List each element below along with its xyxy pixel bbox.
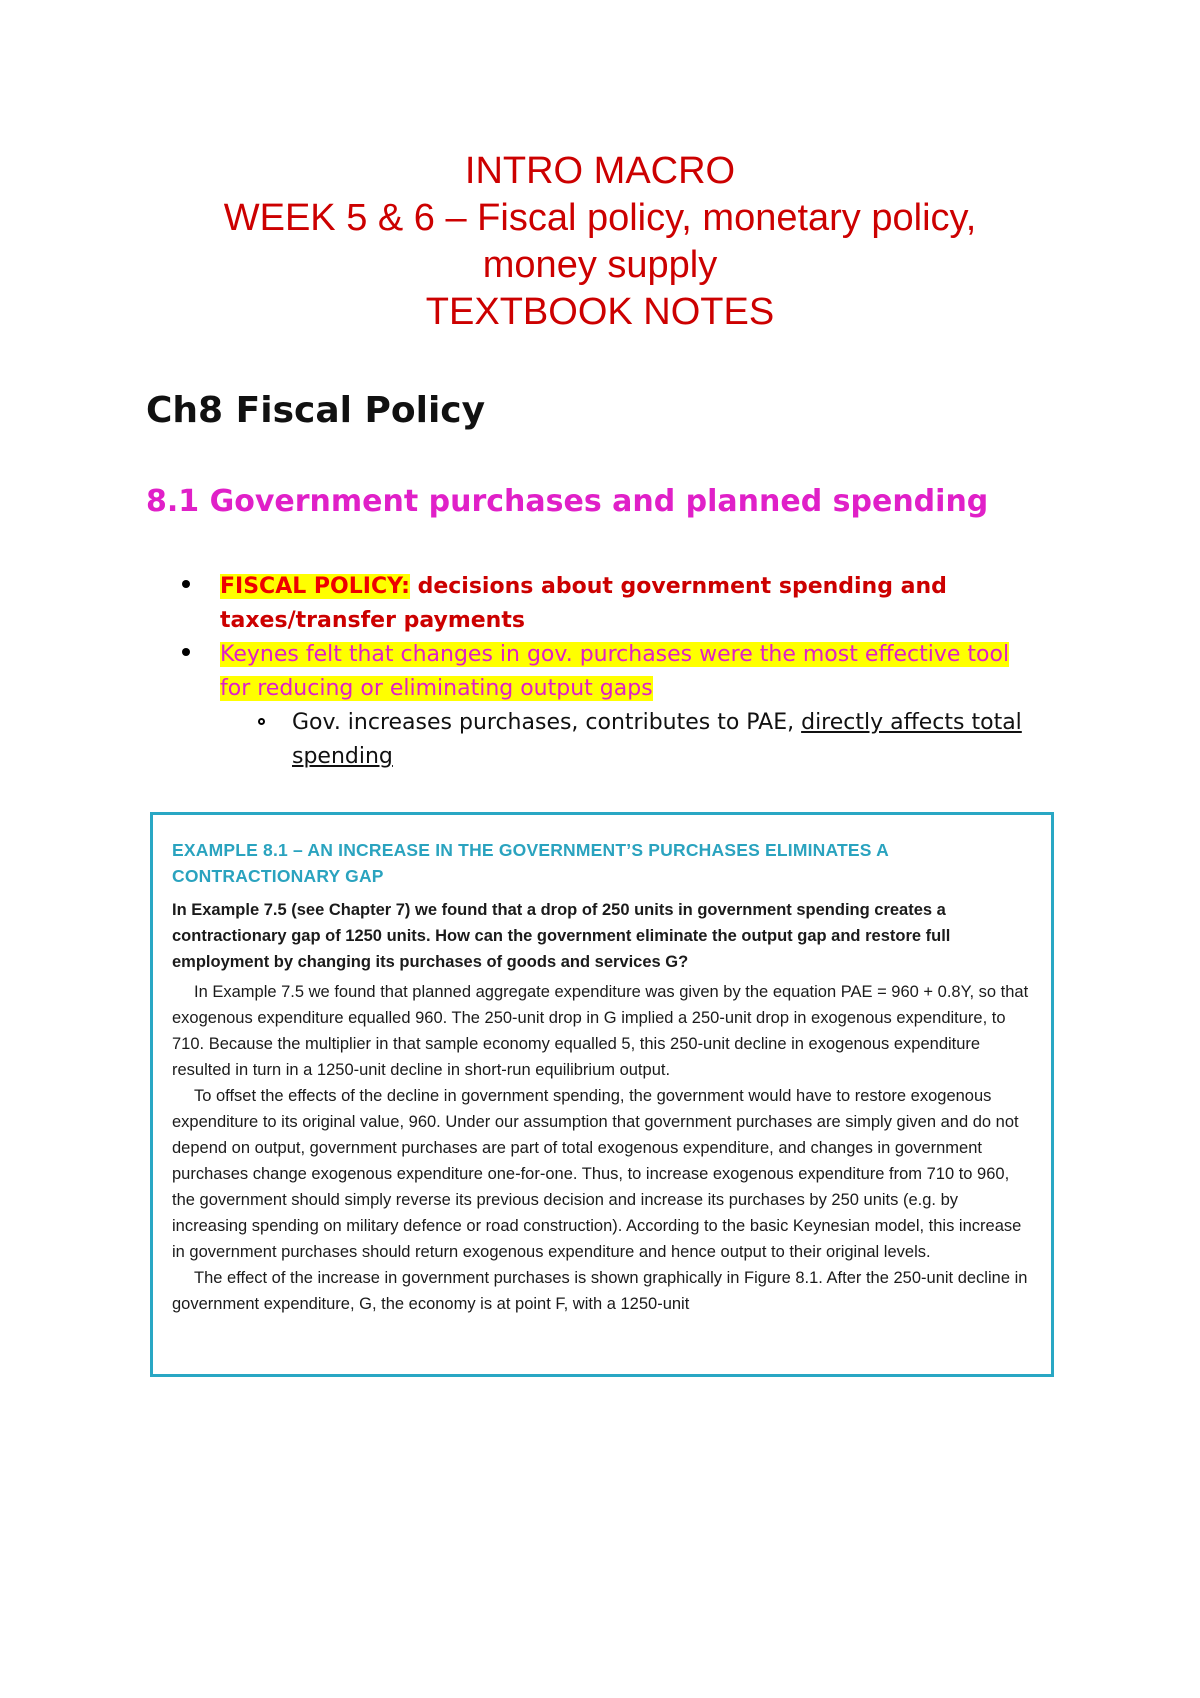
title-line-3: money supply bbox=[482, 244, 718, 286]
example-title-line-1: EXAMPLE 8.1 – AN INCREASE IN THE GOVERNMENT’S PURCHASES ELIMINATES A bbox=[172, 840, 889, 860]
fiscal-policy-definition-1: decisions about government spending and bbox=[409, 574, 947, 599]
title-line-4: TEXTBOOK NOTES bbox=[425, 291, 775, 333]
sub-bullet-text: Gov. increases purchases, contributes to PAE, bbox=[292, 710, 802, 735]
fiscal-policy-definition-2: taxes/transfer payments bbox=[220, 608, 525, 633]
sub-bullet-underlined-1: directly affects total bbox=[801, 710, 1022, 735]
example-question: In Example 7.5 (see Chapter 7) we found that a drop of 250 units in government spending creates a contractionary gap of 1250 units. How can the government eliminate the output gap and restore full employment by changing its purchases of goods and services G? bbox=[172, 901, 951, 971]
bullet-icon bbox=[182, 648, 190, 656]
bullet-keynes bbox=[178, 638, 1068, 706]
document-title bbox=[0, 148, 1200, 336]
fiscal-policy-term: FISCAL POLICY: bbox=[220, 574, 410, 599]
title-line-2: WEEK 5 & 6 – Fiscal policy, monetary policy, bbox=[223, 197, 977, 239]
example-paragraph-1: In Example 7.5 we found that planned aggregate expenditure was given by the equation PAE = 960 + 0.8Y, so that exogenous expenditure equalled 960. The 250-unit drop in G implied a 250-unit drop in exogenous expenditure, to 710. Because the multiplier in that sample economy equalled 5, this 250-unit decline in exogenous expenditure resulted in turn in a 1250-unit decline in short-run equilibrium output. bbox=[172, 983, 1029, 1079]
example-title-line-2: CONTRACTIONARY GAP bbox=[172, 866, 384, 886]
section-heading: 8.1 Government purchases and planned spending bbox=[146, 484, 989, 519]
keynes-text-1: Keynes felt that changes in gov. purchases were the most effective tool bbox=[220, 642, 1010, 667]
example-paragraph-3: The effect of the increase in government purchases is shown graphically in Figure 8.1. After the 250-unit decline in government expenditure, G, the economy is at point F, with a 1250-unit bbox=[172, 1269, 1028, 1313]
title-line-1: INTRO MACRO bbox=[464, 150, 736, 192]
bullet-fiscal-policy bbox=[178, 570, 1068, 638]
hollow-bullet-icon bbox=[258, 718, 265, 725]
bullet-icon bbox=[182, 580, 190, 588]
sub-bullet-gov-purchases bbox=[178, 706, 1068, 774]
example-title bbox=[172, 837, 1029, 889]
sub-bullet-underlined-2: spending bbox=[292, 744, 393, 769]
chapter-heading: Ch8 Fiscal Policy bbox=[146, 390, 486, 431]
example-paragraph-2: To offset the effects of the decline in government spending, the government would have to restore exogenous expenditure to its original value, 960. Under our assumption that government purchases are simply given and do not depend on output, government purchases are part of total exogenous expenditure, and changes in government purchases change exogenous expenditure one-for-one. Thus, to increase exogenous expenditure from 710 to 960, the government should simply reverse its previous decision and increase its purchases by 250 units (e.g. by increasing spending on military defence or road construction). According to the basic Keynesian model, this increase in government purchases should return exogenous expenditure and hence output to their original levels. bbox=[172, 1087, 1022, 1261]
bullet-list bbox=[178, 570, 1068, 774]
example-8-1-box bbox=[150, 812, 1054, 1377]
keynes-text-2: for reducing or eliminating output gaps bbox=[220, 676, 653, 701]
